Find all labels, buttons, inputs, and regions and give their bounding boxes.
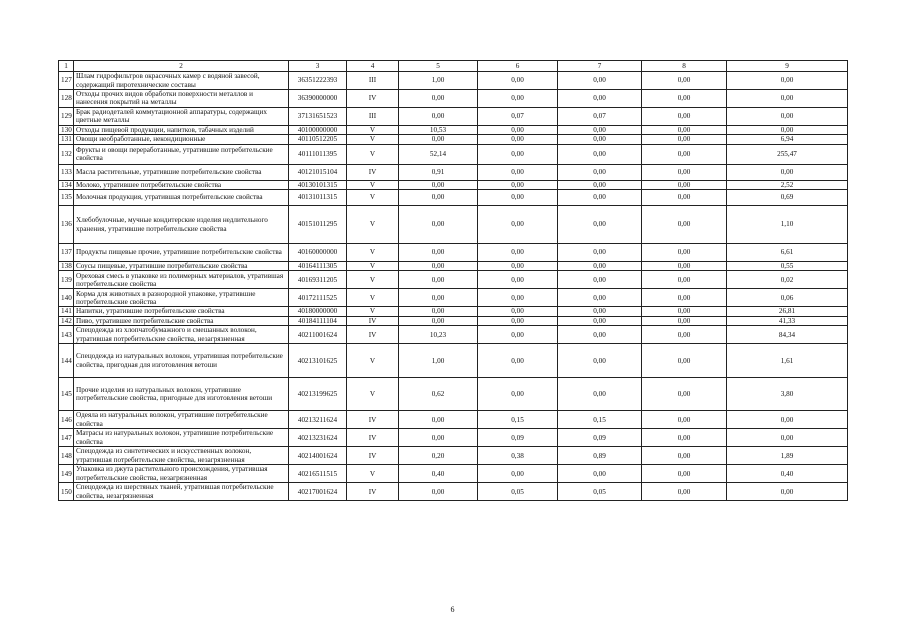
table-row [59, 289, 848, 307]
value-cell: 52,14 [399, 144, 478, 164]
value-cell: 0,00 [399, 411, 478, 429]
table-row [59, 344, 848, 378]
value-cell: 0,55 [727, 262, 848, 271]
waste-name-cell: Напитки, утратившие потребительские свойства [74, 307, 289, 316]
table-row [59, 144, 848, 164]
value-cell: 0,00 [478, 190, 558, 206]
value-cell: 0,00 [727, 90, 848, 108]
waste-code-cell: 40100000000 [289, 125, 347, 134]
value-cell: 0,05 [478, 483, 558, 501]
waste-code-cell: 40213199625 [289, 378, 347, 411]
hazard-class-cell: V [347, 190, 399, 206]
hazard-class-cell: V [347, 125, 399, 134]
value-cell: 0,00 [558, 190, 642, 206]
hazard-class-cell: V [347, 144, 399, 164]
value-cell: 0,00 [642, 483, 727, 501]
waste-code-cell: 40216511515 [289, 465, 347, 483]
hazard-class-cell: IV [347, 326, 399, 344]
value-cell: 84,34 [727, 326, 848, 344]
value-cell: 0,09 [558, 429, 642, 447]
waste-name-cell: Корма для животных в разнородной упаковке, утратившие потребительские свойства [74, 289, 289, 307]
value-cell: 0,00 [478, 289, 558, 307]
value-cell: 0,00 [727, 429, 848, 447]
value-cell: 0,09 [478, 429, 558, 447]
value-cell: 0,00 [642, 378, 727, 411]
row-number-cell: 136 [59, 206, 74, 244]
value-cell: 0,00 [399, 90, 478, 108]
hazard-class-cell: V [347, 244, 399, 262]
value-cell: 0,00 [399, 289, 478, 307]
hazard-class-cell: IV [347, 411, 399, 429]
value-cell: 0,00 [642, 164, 727, 180]
hazard-class-cell: IV [347, 483, 399, 501]
hazard-class-cell: V [347, 180, 399, 189]
value-cell: 0,00 [727, 411, 848, 429]
value-cell: 0,20 [399, 447, 478, 465]
row-number-cell: 141 [59, 307, 74, 316]
table-row [59, 326, 848, 344]
row-number-cell: 146 [59, 411, 74, 429]
value-cell: 0,00 [478, 125, 558, 134]
value-cell: 1,00 [399, 72, 478, 90]
value-cell: 1,10 [727, 206, 848, 244]
value-cell: 0,00 [558, 465, 642, 483]
header-cell: 9 [727, 61, 848, 72]
header-cell: 8 [642, 61, 727, 72]
table-row [59, 72, 848, 90]
table-row [59, 271, 848, 289]
waste-code-cell: 40121015104 [289, 164, 347, 180]
waste-name-cell: Молочная продукция, утратившая потребительские свойства [74, 190, 289, 206]
waste-code-cell: 40169311205 [289, 271, 347, 289]
value-cell: 0,00 [478, 180, 558, 189]
header-cell: 2 [74, 61, 289, 72]
table-row [59, 206, 848, 244]
table-row [59, 307, 848, 316]
value-cell: 0,00 [478, 164, 558, 180]
value-cell: 0,91 [399, 164, 478, 180]
hazard-class-cell: V [347, 378, 399, 411]
value-cell: 0,00 [558, 72, 642, 90]
waste-name-cell: Одеяла из натуральных волокон, утратившие потребительские свойства [74, 411, 289, 429]
row-number-cell: 133 [59, 164, 74, 180]
value-cell: 0,00 [399, 180, 478, 189]
value-cell: 0,00 [642, 107, 727, 125]
value-cell: 0,00 [478, 262, 558, 271]
value-cell: 0,00 [558, 378, 642, 411]
waste-code-cell: 40151011295 [289, 206, 347, 244]
value-cell: 0,00 [642, 262, 727, 271]
row-number-cell: 134 [59, 180, 74, 189]
value-cell: 0,00 [558, 180, 642, 189]
table-row [59, 190, 848, 206]
value-cell: 0,00 [642, 307, 727, 316]
waste-name-cell: Ореховая смесь в упаковке из полимерных материалов, утратившая потребительские свойства [74, 271, 289, 289]
value-cell: 0,06 [727, 289, 848, 307]
table-row [59, 262, 848, 271]
value-cell: 0,00 [478, 206, 558, 244]
value-cell: 0,07 [558, 107, 642, 125]
hazard-class-cell: V [347, 262, 399, 271]
value-cell: 0,00 [642, 447, 727, 465]
waste-name-cell: Спецодежда из хлопчатобумажного и смешанных волокон, утратившая потребительские свойства, незагрязненная [74, 326, 289, 344]
table-row [59, 411, 848, 429]
waste-code-cell: 36390000000 [289, 90, 347, 108]
row-number-cell: 144 [59, 344, 74, 378]
value-cell: 26,81 [727, 307, 848, 316]
header-cell: 5 [399, 61, 478, 72]
value-cell: 0,00 [642, 135, 727, 144]
hazard-class-cell: IV [347, 447, 399, 465]
value-cell: 2,52 [727, 180, 848, 189]
header-cell: 6 [478, 61, 558, 72]
waste-code-cell: 40184111104 [289, 316, 347, 325]
hazard-class-cell: V [347, 271, 399, 289]
value-cell: 0,00 [642, 411, 727, 429]
row-number-cell: 128 [59, 90, 74, 108]
value-cell: 0,00 [642, 316, 727, 325]
row-number-cell: 147 [59, 429, 74, 447]
value-cell: 0,00 [642, 206, 727, 244]
value-cell: 1,61 [727, 344, 848, 378]
hazard-class-cell: V [347, 344, 399, 378]
value-cell: 0,00 [642, 271, 727, 289]
row-number-cell: 127 [59, 72, 74, 90]
page-number: 6 [450, 605, 455, 614]
value-cell: 0,00 [558, 326, 642, 344]
hazard-class-cell: V [347, 307, 399, 316]
waste-name-cell: Масла растительные, утратившие потребительские свойства [74, 164, 289, 180]
row-number-cell: 130 [59, 125, 74, 134]
value-cell: 0,00 [558, 164, 642, 180]
value-cell: 0,00 [642, 190, 727, 206]
value-cell: 0,00 [558, 90, 642, 108]
waste-name-cell: Отходы прочих видов обработки поверхности металлов и нанесения покрытий на металлы [74, 90, 289, 108]
waste-code-cell: 36351222393 [289, 72, 347, 90]
waste-name-cell: Упаковка из джута растительного происхождения, утратившая потребительские свойства, незагрязненная [74, 465, 289, 483]
waste-name-cell: Хлебобулочные, мучные кондитерские изделия недлительного хранения, утратившие потребительские свойства [74, 206, 289, 244]
value-cell: 0,00 [399, 429, 478, 447]
value-cell: 0,00 [727, 107, 848, 125]
waste-code-cell: 40164111305 [289, 262, 347, 271]
header-cell: 7 [558, 61, 642, 72]
value-cell: 0,00 [399, 316, 478, 325]
value-cell: 0,00 [558, 289, 642, 307]
value-cell: 41,33 [727, 316, 848, 325]
value-cell: 3,80 [727, 378, 848, 411]
table-row [59, 378, 848, 411]
waste-code-cell: 40213211624 [289, 411, 347, 429]
value-cell: 0,00 [399, 307, 478, 316]
table-row [59, 180, 848, 189]
value-cell: 0,00 [558, 344, 642, 378]
value-cell: 0,00 [478, 307, 558, 316]
row-number-cell: 150 [59, 483, 74, 501]
value-cell: 0,00 [478, 135, 558, 144]
value-cell: 0,00 [642, 344, 727, 378]
value-cell: 0,02 [727, 271, 848, 289]
value-cell: 0,00 [558, 262, 642, 271]
table-row [59, 244, 848, 262]
value-cell: 0,00 [478, 271, 558, 289]
value-cell: 0,00 [558, 125, 642, 134]
value-cell: 0,00 [558, 316, 642, 325]
value-cell: 0,00 [399, 262, 478, 271]
value-cell: 0,69 [727, 190, 848, 206]
value-cell: 0,38 [478, 447, 558, 465]
waste-name-cell: Пиво, утратившее потребительские свойства [74, 316, 289, 325]
value-cell: 0,00 [399, 271, 478, 289]
hazard-class-cell: V [347, 289, 399, 307]
waste-name-cell: Спецодежда из натуральных волокон, утратившая потребительские свойства, пригодная для изготовления ветоши [74, 344, 289, 378]
table-row [59, 316, 848, 325]
row-number-cell: 148 [59, 447, 74, 465]
value-cell: 0,15 [478, 411, 558, 429]
waste-name-cell: Молоко, утратившее потребительские свойства [74, 180, 289, 189]
waste-code-cell: 40130101315 [289, 180, 347, 189]
value-cell: 0,00 [478, 378, 558, 411]
row-number-cell: 142 [59, 316, 74, 325]
table-row [59, 447, 848, 465]
row-number-cell: 137 [59, 244, 74, 262]
value-cell: 0,89 [558, 447, 642, 465]
value-cell: 0,05 [558, 483, 642, 501]
value-cell: 0,00 [399, 483, 478, 501]
value-cell: 0,00 [478, 326, 558, 344]
waste-name-cell: Брак радиодеталей коммутационной аппаратуры, содержащих цветные металлы [74, 107, 289, 125]
value-cell: 0,00 [399, 244, 478, 262]
hazard-class-cell: III [347, 107, 399, 125]
waste-table [58, 60, 848, 501]
value-cell: 0,00 [642, 180, 727, 189]
value-cell: 0,62 [399, 378, 478, 411]
waste-code-cell: 40213101625 [289, 344, 347, 378]
value-cell: 0,00 [478, 144, 558, 164]
row-number-cell: 135 [59, 190, 74, 206]
waste-code-cell: 40172111525 [289, 289, 347, 307]
waste-name-cell: Матрасы из натуральных волокон, утратившие потребительские свойства [74, 429, 289, 447]
value-cell: 0,00 [478, 344, 558, 378]
value-cell: 0,00 [642, 72, 727, 90]
value-cell: 0,40 [727, 465, 848, 483]
waste-name-cell: Спецодежда из синтетических и искусственных волокон, утратившая потребительские свойства, незагрязненная [74, 447, 289, 465]
row-number-cell: 145 [59, 378, 74, 411]
value-cell: 0,00 [727, 72, 848, 90]
table-row [59, 135, 848, 144]
value-cell: 0,15 [558, 411, 642, 429]
value-cell: 0,00 [642, 326, 727, 344]
value-cell: 0,00 [558, 135, 642, 144]
value-cell: 0,00 [727, 164, 848, 180]
waste-name-cell: Спецодежда из шерстяных тканей, утратившая потребительские свойства, незагрязненная [74, 483, 289, 501]
header-cell: 4 [347, 61, 399, 72]
hazard-class-cell: V [347, 465, 399, 483]
value-cell: 0,00 [558, 307, 642, 316]
waste-code-cell: 40180000000 [289, 307, 347, 316]
value-cell: 0,07 [478, 107, 558, 125]
value-cell: 6,61 [727, 244, 848, 262]
value-cell: 0,00 [642, 90, 727, 108]
hazard-class-cell: IV [347, 429, 399, 447]
value-cell: 1,00 [399, 344, 478, 378]
value-cell: 6,94 [727, 135, 848, 144]
hazard-class-cell: IV [347, 164, 399, 180]
header-cell: 3 [289, 61, 347, 72]
value-cell: 0,00 [642, 465, 727, 483]
hazard-class-cell: V [347, 206, 399, 244]
value-cell: 0,00 [642, 289, 727, 307]
table-row [59, 483, 848, 501]
table-row [59, 90, 848, 108]
hazard-class-cell: IV [347, 90, 399, 108]
waste-name-cell: Шлам гидрофильтров окрасочных камер с водяной завесой, содержащий пиротехнические составы [74, 72, 289, 90]
value-cell: 255,47 [727, 144, 848, 164]
value-cell: 0,00 [727, 483, 848, 501]
waste-code-cell: 40217001624 [289, 483, 347, 501]
table-row [59, 465, 848, 483]
row-number-cell: 140 [59, 289, 74, 307]
table-row [59, 125, 848, 134]
waste-code-cell: 40110512205 [289, 135, 347, 144]
value-cell: 0,00 [399, 190, 478, 206]
table-row [59, 107, 848, 125]
waste-name-cell: Соусы пищевые, утратившие потребительские свойства [74, 262, 289, 271]
waste-name-cell: Прочие изделия из натуральных волокон, утратившие потребительские свойства, пригодные для изготовления ветоши [74, 378, 289, 411]
header-row [59, 61, 848, 72]
value-cell: 0,00 [399, 107, 478, 125]
value-cell: 0,00 [727, 125, 848, 134]
value-cell: 0,00 [558, 206, 642, 244]
waste-name-cell: Отходы пищевой продукции, напитков, табачных изделий [74, 125, 289, 134]
waste-code-cell: 40213231624 [289, 429, 347, 447]
hazard-class-cell: V [347, 135, 399, 144]
waste-code-cell: 40211001624 [289, 326, 347, 344]
row-number-cell: 131 [59, 135, 74, 144]
row-number-cell: 149 [59, 465, 74, 483]
value-cell: 0,40 [399, 465, 478, 483]
waste-code-cell: 40131011315 [289, 190, 347, 206]
value-cell: 10,23 [399, 326, 478, 344]
value-cell: 0,00 [478, 90, 558, 108]
table-row [59, 429, 848, 447]
waste-name-cell: Фрукты и овощи переработанные, утратившие потребительские свойства [74, 144, 289, 164]
table-row [59, 164, 848, 180]
header-cell: 1 [59, 61, 74, 72]
waste-name-cell: Продукты пищевые прочие, утратившие потребительские свойства [74, 244, 289, 262]
value-cell: 0,00 [478, 316, 558, 325]
value-cell: 0,00 [642, 144, 727, 164]
waste-code-cell: 40111011395 [289, 144, 347, 164]
hazard-class-cell: IV [347, 316, 399, 325]
value-cell: 10,53 [399, 125, 478, 134]
row-number-cell: 132 [59, 144, 74, 164]
value-cell: 0,00 [478, 72, 558, 90]
value-cell: 0,00 [558, 244, 642, 262]
value-cell: 0,00 [399, 135, 478, 144]
waste-code-cell: 40214001624 [289, 447, 347, 465]
value-cell: 0,00 [642, 125, 727, 134]
row-number-cell: 138 [59, 262, 74, 271]
value-cell: 0,00 [478, 465, 558, 483]
row-number-cell: 129 [59, 107, 74, 125]
value-cell: 0,00 [478, 244, 558, 262]
waste-code-cell: 40160000000 [289, 244, 347, 262]
row-number-cell: 139 [59, 271, 74, 289]
value-cell: 0,00 [558, 144, 642, 164]
value-cell: 1,89 [727, 447, 848, 465]
waste-name-cell: Овощи необработанные, некондиционные [74, 135, 289, 144]
value-cell: 0,00 [642, 429, 727, 447]
row-number-cell: 143 [59, 326, 74, 344]
value-cell: 0,00 [558, 271, 642, 289]
value-cell: 0,00 [642, 244, 727, 262]
hazard-class-cell: III [347, 72, 399, 90]
value-cell: 0,00 [399, 206, 478, 244]
waste-code-cell: 37131651523 [289, 107, 347, 125]
